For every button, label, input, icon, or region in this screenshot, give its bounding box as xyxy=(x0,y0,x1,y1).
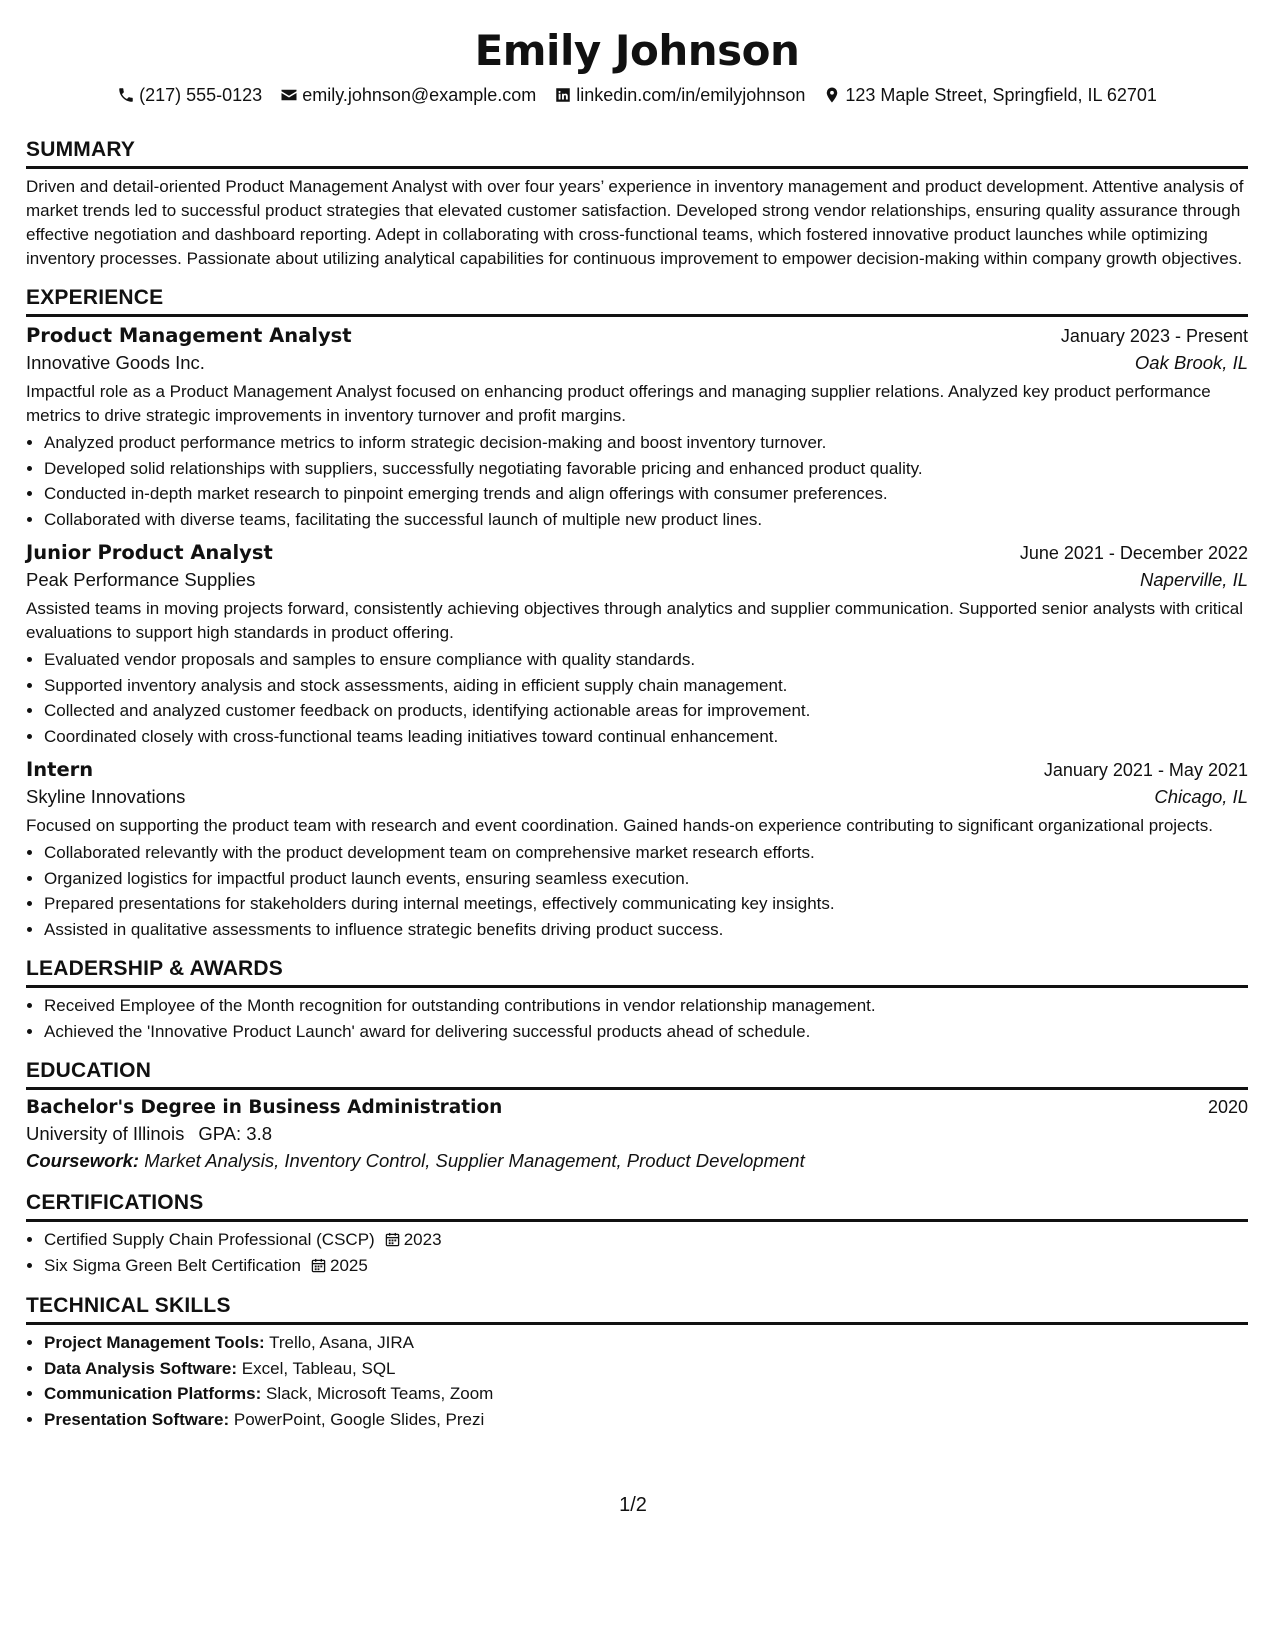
gpa: GPA: 3.8 xyxy=(198,1123,273,1144)
page-number: 1/2 xyxy=(619,1494,647,1516)
list-item: • Analyzed product performance metrics to inform strategic decision-making and boost inventory turnover. xyxy=(44,430,1248,456)
job-location: Chicago, IL xyxy=(1154,786,1248,807)
skill-label: Communication Platforms: xyxy=(44,1384,262,1403)
list-item: • Achieved the 'Innovative Product Launch' award for delivering successful products ahead of schedule. xyxy=(44,1019,1248,1045)
skill-value: PowerPoint, Google Slides, Prezi xyxy=(233,1409,485,1429)
list-item: • Collaborated relevantly with the product development team on comprehensive market research efforts. xyxy=(44,840,1248,866)
list-item: • Supported inventory analysis and stock assessments, aiding in efficient supply chain management. xyxy=(44,673,1248,699)
envelope-icon xyxy=(280,86,298,104)
graduation-year: 2020 xyxy=(1207,1097,1248,1117)
job-title: Junior Product Analyst xyxy=(26,541,273,564)
list-item: • Prepared presentations for stakeholders during internal meetings, effectively communicating key insights. xyxy=(44,891,1248,917)
job-entry xyxy=(26,758,1248,942)
certification-name: Six Sigma Green Belt Certification xyxy=(44,1255,301,1275)
job-company: Innovative Goods Inc. xyxy=(26,352,205,373)
job-title: Intern xyxy=(26,758,94,781)
certifications-section xyxy=(26,1189,1248,1278)
skills-section xyxy=(26,1292,1248,1432)
list-item xyxy=(44,1330,1248,1356)
job-bullets xyxy=(26,647,1248,749)
contact-linkedin[interactable] xyxy=(554,83,805,107)
skill-label: Project Management Tools: xyxy=(44,1333,265,1352)
skill-value: Slack, Microsoft Teams, Zoom xyxy=(265,1384,494,1403)
address-text: 123 Maple Street, Springfield, IL 62701 xyxy=(845,85,1157,105)
list-item: • Developed solid relationships with suppliers, successfully negotiating favorable pricing and enhanced product quality. xyxy=(44,456,1248,482)
calendar-icon xyxy=(311,1255,326,1270)
list-item: • Organized logistics for impactful product launch events, ensuring seamless execution. xyxy=(44,866,1248,892)
skill-label: Data Analysis Software: xyxy=(44,1358,238,1378)
candidate-name: Emily Johnson xyxy=(474,26,800,75)
job-entry xyxy=(26,541,1248,749)
certification-year: 2025 xyxy=(330,1255,368,1275)
contact-address xyxy=(823,83,1157,107)
job-bullets xyxy=(26,840,1248,942)
job-date: June 2021 - December 2022 xyxy=(1019,543,1248,563)
experience-section xyxy=(26,284,1248,942)
contact-phone xyxy=(117,83,262,107)
certification-list xyxy=(26,1227,1248,1278)
list-item xyxy=(44,1407,1248,1433)
degree: Bachelor's Degree in Business Administration xyxy=(26,1097,503,1118)
list-item: • Coordinated closely with cross-functional teams leading initiatives toward continual enhancement. xyxy=(44,724,1248,750)
list-item: • Assisted in qualitative assessments to influence strategic benefits driving product success. xyxy=(44,917,1248,943)
job-date: January 2021 - May 2021 xyxy=(1043,760,1248,780)
list-item xyxy=(44,1227,1248,1253)
section-title: LEADERSHIP & AWARDS xyxy=(26,955,1248,988)
certification-year: 2023 xyxy=(403,1230,442,1249)
linkedin-icon xyxy=(554,86,572,104)
phone-text: (217) 555-0123 xyxy=(139,85,263,105)
map-pin-icon xyxy=(823,86,841,104)
job-date: January 2023 - Present xyxy=(1060,326,1248,346)
school: University of Illinois xyxy=(26,1123,185,1144)
list-item xyxy=(44,1253,1248,1279)
list-item: • Evaluated vendor proposals and samples to ensure compliance with quality standards. xyxy=(44,647,1248,673)
job-entry xyxy=(26,324,1248,532)
skill-label: Presentation Software: xyxy=(44,1409,230,1429)
job-description: Impactful role as a Product Management Analyst focused on enhancing product offerings and managing supplier relations. Analyzed key product performance metrics to drive strategic improvements in inventory turnover and profit margins. xyxy=(26,382,1211,425)
summary-text: Driven and detail-oriented Product Management Analyst with over four years’ experience in inventory management and product development. Attentive analysis of market trends led to successful product strategies that elevated customer satisfaction. Developed strong vendor relationships, ensuring quality assurance through effective negotiation and dashboard reporting. Adept in collaborating with cross-functional teams, which fostered innovative product launches while optimizing inventory processes. Passionate about utilizing analytical capabilities for continuous improvement to empower decision-making within company growth objectives. xyxy=(26,177,1244,268)
coursework-list: Market Analysis, Inventory Control, Supplier Management, Product Development xyxy=(144,1150,805,1171)
list-item: • Collected and analyzed customer feedback on products, identifying actionable areas for improvement. xyxy=(44,698,1248,724)
certification-name: Certified Supply Chain Professional (CSCP) xyxy=(44,1230,375,1249)
list-item: • Conducted in-depth market research to pinpoint emerging trends and align offerings with consumer preferences. xyxy=(44,481,1248,507)
coursework-label: Coursework: xyxy=(26,1150,140,1171)
list-item: • Collaborated with diverse teams, facilitating the successful launch of multiple new product lines. xyxy=(44,507,1248,533)
job-company: Skyline Innovations xyxy=(26,786,186,807)
list-item: • Received Employee of the Month recognition for outstanding contributions in vendor relationship management. xyxy=(44,993,1248,1019)
leadership-bullets xyxy=(26,993,1248,1044)
summary-section xyxy=(26,136,1248,271)
job-company: Peak Performance Supplies xyxy=(26,569,256,590)
list-item xyxy=(44,1381,1248,1407)
leadership-section xyxy=(26,955,1248,1044)
job-location: Oak Brook, IL xyxy=(1134,352,1248,373)
skills-list xyxy=(26,1330,1248,1432)
section-title: EXPERIENCE xyxy=(26,284,1248,317)
section-title: EDUCATION xyxy=(26,1057,1248,1090)
section-title: CERTIFICATIONS xyxy=(26,1189,1248,1222)
linkedin-text[interactable]: linkedin.com/in/emilyjohnson xyxy=(576,85,806,105)
skill-value: Trello, Asana, JIRA xyxy=(269,1333,415,1352)
section-title: TECHNICAL SKILLS xyxy=(26,1292,1248,1325)
contact-email[interactable] xyxy=(280,83,536,107)
job-location: Naperville, IL xyxy=(1140,569,1248,590)
list-item xyxy=(44,1356,1248,1382)
email-text[interactable]: emily.johnson@example.com xyxy=(302,85,537,105)
phone-icon xyxy=(117,86,135,104)
job-description: Assisted teams in moving projects forward, consistently achieving objectives through analytics and supplier communication. Supported senior analysts with critical evaluations to support high standards in product offering. xyxy=(26,599,1244,642)
section-title: SUMMARY xyxy=(26,136,1248,169)
coursework xyxy=(26,1150,1248,1172)
skill-value: Excel, Tableau, SQL xyxy=(241,1358,396,1378)
contact-bar xyxy=(26,83,1248,107)
resume-page xyxy=(26,0,1248,1516)
job-title: Product Management Analyst xyxy=(26,324,352,347)
education-section xyxy=(26,1057,1248,1172)
job-bullets xyxy=(26,430,1248,532)
calendar-icon xyxy=(385,1229,400,1244)
job-description: Focused on supporting the product team with research and event coordination. Gained hands-on experience contributing to significant organizational projects. xyxy=(26,816,1213,835)
